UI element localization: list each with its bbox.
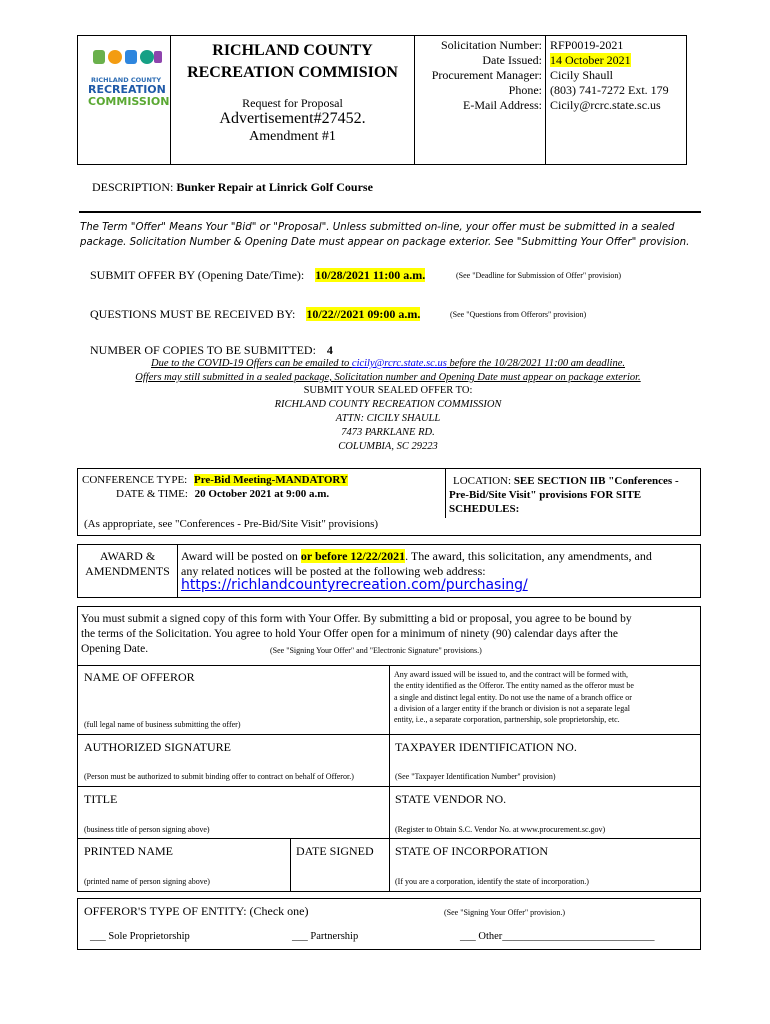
- state-vendor-note: (Register to Obtain S.C. Vendor No. at www.procurement.sc.gov): [395, 825, 606, 834]
- conference-datetime-value: 20 October 2021 at 9:00 a.m.: [194, 488, 330, 500]
- conference-type: [82, 474, 348, 486]
- award-text-line2: any related notices will be posted at the following web address:: [181, 564, 486, 578]
- award-note-4: a division of a larger entity if the branch or division is not a separate legal: [394, 703, 631, 713]
- award-text: [181, 549, 701, 579]
- logo-line3: COMMISSION: [88, 95, 170, 108]
- term-line2: package. Solicitation Number & Opening Date must appear on package exterior. See "Submitting Your Offer" provision.: [80, 237, 690, 248]
- award-text-pre: Award will be posted on: [181, 549, 301, 563]
- state-of-incorporation-field[interactable]: [392, 860, 698, 874]
- description-value: Bunker Repair at Linrick Golf Course: [176, 180, 373, 194]
- conference-datetime: [116, 488, 329, 500]
- phone-label: Phone:: [508, 83, 542, 97]
- conference-datetime-label: DATE & TIME:: [116, 488, 188, 500]
- award-date: or before 12/22/2021: [300, 549, 406, 563]
- entity-option-partnership[interactable]: ___ Partnership: [292, 931, 359, 942]
- award-entity-note: [394, 669, 699, 725]
- org-line2: RECREATION COMMISION: [187, 64, 398, 81]
- email-value: Cicily@rcrc.state.sc.us: [550, 98, 661, 112]
- logo-icon: [88, 46, 164, 70]
- logo-line2: RECREATION: [88, 83, 166, 96]
- logo-line1: RICHLAND COUNTY: [90, 76, 162, 84]
- name-of-offeror-note: (full legal name of business submitting the offer): [84, 720, 241, 729]
- award-divider: [177, 544, 178, 598]
- title-label: TITLE: [84, 792, 118, 806]
- authorized-signature-note: (Person must be authorized to submit binding offer to contract on behalf of Offeror.): [84, 772, 354, 781]
- logo: [88, 46, 170, 114]
- conference-divider: [445, 468, 446, 518]
- award-note-3: a single and distinct legal entity. Do not use the name of a branch office or: [394, 692, 632, 702]
- printed-name-note: (printed name of person signing above): [84, 877, 210, 886]
- conference-type-value: Pre-Bid Meeting-MANDATORY: [193, 474, 348, 486]
- address-line3: 7473 PARKLANE RD.: [341, 427, 435, 438]
- amendment: Amendment #1: [249, 129, 336, 144]
- header-field-values: [550, 38, 687, 113]
- questions: [90, 307, 420, 322]
- description: [92, 180, 373, 195]
- title-note: (business title of person signing above): [84, 825, 210, 834]
- location-value-3: SCHEDULES:: [449, 503, 520, 515]
- copies-value: 4: [326, 343, 333, 357]
- state-of-incorporation-label: STATE OF INCORPORATION: [395, 844, 549, 858]
- date-value: 14 October 2021: [550, 53, 631, 67]
- entity-option-other[interactable]: ___ Other_____________________________: [460, 931, 655, 942]
- address-heading: SUBMIT YOUR SEALED OFFER TO:: [303, 385, 473, 396]
- submit-offer-label: SUBMIT OFFER BY (Opening Date/Time):: [90, 268, 305, 282]
- description-label: DESCRIPTION:: [92, 180, 174, 194]
- phone-value: (803) 741-7272 Ext. 179: [550, 83, 669, 97]
- header-divider-3: [545, 35, 546, 165]
- advertisement: Advertisement#27452.: [219, 110, 366, 127]
- intro-line1: You must submit a signed copy of this form with Your Offer. By submitting a bid or proposal, you agree to be bound by: [81, 613, 632, 625]
- term-divider: [79, 211, 701, 213]
- date-label: Date Issued:: [482, 53, 542, 67]
- manager-value: Cicily Shaull: [550, 68, 613, 82]
- date-signed-label: DATE SIGNED: [296, 844, 374, 858]
- solicitation-label: Solicitation Number:: [441, 38, 542, 52]
- covid-notice: [80, 357, 696, 385]
- tin-label: TAXPAYER IDENTIFICATION NO.: [395, 740, 577, 754]
- address-line4: COLUMBIA, SC 29223: [338, 441, 438, 452]
- col-line-date: [290, 838, 291, 892]
- email-label: E-Mail Address:: [463, 98, 542, 112]
- award-note-5: entity, i.e., a separate corporation, partnership, sole proprietorship, etc.: [394, 715, 620, 725]
- covid-line2: Offers may still submitted in a sealed package, Solicitation number and Opening Date must appear on package exterior.: [135, 372, 641, 383]
- award-note-2: the entity identified as the Offeror. The entity named as the offeror must be: [394, 681, 634, 691]
- term-notice: [80, 220, 720, 250]
- entity-label: OFFEROR'S TYPE OF ENTITY: (Check one): [84, 904, 309, 918]
- covid-line1-pre: Due to the COVID-19 Offers can be emailed to: [150, 358, 352, 369]
- tin-note: (See "Taxpayer Identification Number" provision): [395, 772, 556, 781]
- conference-location: [449, 474, 699, 516]
- covid-line1-post: before the 10/28/2021 11:00 am deadline.: [446, 358, 625, 369]
- state-of-incorporation-note: (If you are a corporation, identify the state of incorporation.): [395, 877, 589, 886]
- entity-note: (See "Signing Your Offer" provision.): [444, 908, 566, 917]
- request-label: Request for Proposal: [242, 96, 343, 110]
- state-vendor-label: STATE VENDOR NO.: [395, 792, 507, 806]
- submit-offer-value: 10/28/2021 11:00 a.m.: [315, 268, 426, 282]
- conference-note: (As appropriate, see "Conferences - Pre-Bid/Site Visit" provisions): [84, 518, 379, 530]
- award-text-post: . The award, this solicitation, any amendments, and: [405, 549, 652, 563]
- org-line1: RICHLAND COUNTY: [212, 42, 373, 59]
- submit-offer: [90, 268, 425, 283]
- solicitation-value: RFP0019-2021: [550, 38, 624, 52]
- questions-value: 10/22//2021 09:00 a.m.: [306, 307, 421, 321]
- entity-option-sole-proprietorship[interactable]: ___ Sole Proprietorship: [90, 931, 190, 942]
- authorized-signature-label: AUTHORIZED SIGNATURE: [84, 740, 231, 754]
- intro-line3: Opening Date.: [81, 643, 149, 655]
- award-label: [78, 549, 177, 579]
- col-line-main: [389, 665, 390, 892]
- location-value-1: SEE SECTION IIB "Conferences -: [513, 475, 679, 487]
- authorized-signature-field[interactable]: [80, 756, 386, 770]
- award-note-1: Any award issued will be issued to, and the contract will be formed with,: [394, 670, 628, 679]
- location-label: LOCATION:: [453, 475, 512, 487]
- award-url-link[interactable]: https://richlandcountyrecreation.com/purchasing/: [181, 577, 528, 593]
- submit-offer-note: (See "Deadline for Submission of Offer" provision): [456, 271, 622, 280]
- award-label-2: AMENDMENTS: [85, 564, 170, 578]
- intro-line2: the terms of the Solicitation. You agree to hold Your Offer open for a minimum of ninety (90) calendar days after the: [81, 628, 618, 640]
- date-signed-field[interactable]: [293, 860, 387, 888]
- copies-label: NUMBER OF COPIES TO BE SUBMITTED:: [90, 343, 316, 357]
- submission-address: [80, 384, 696, 454]
- term-line1: The Term "Offer" Means Your "Bid" or "Proposal". Unless submitted on-line, your offer must be submitted in a sealed: [80, 222, 675, 233]
- questions-label: QUESTIONS MUST BE RECEIVED BY:: [90, 307, 296, 321]
- location-value-2: Pre-Bid/Site Visit" provisions FOR SITE: [449, 489, 642, 501]
- printed-name-label: PRINTED NAME: [84, 844, 173, 858]
- address-line1: RICHLAND COUNTY RECREATION COMMISSION: [274, 399, 502, 410]
- tin-field[interactable]: [392, 756, 698, 770]
- copies: [90, 343, 333, 358]
- covid-email-link[interactable]: cicily@rcrc.state.sc.us: [351, 358, 447, 369]
- printed-name-field[interactable]: [80, 860, 287, 874]
- org-title: [171, 40, 414, 84]
- name-of-offeror-field[interactable]: [80, 688, 386, 716]
- intro-note: (See "Signing Your Offer" and "Electronic Signature" provisions.): [270, 646, 482, 655]
- state-vendor-field[interactable]: [392, 808, 698, 822]
- title-field[interactable]: [80, 808, 386, 822]
- address-line2: ATTN: CICILY SHAULL: [335, 413, 441, 424]
- conference-type-label: CONFERENCE TYPE:: [82, 474, 188, 486]
- name-of-offeror-label: NAME OF OFFEROR: [84, 670, 195, 684]
- award-label-1: AWARD &: [99, 549, 156, 563]
- header-field-labels: [414, 38, 542, 113]
- manager-label: Procurement Manager:: [431, 68, 542, 82]
- questions-note: (See "Questions from Offerors" provision): [450, 310, 587, 319]
